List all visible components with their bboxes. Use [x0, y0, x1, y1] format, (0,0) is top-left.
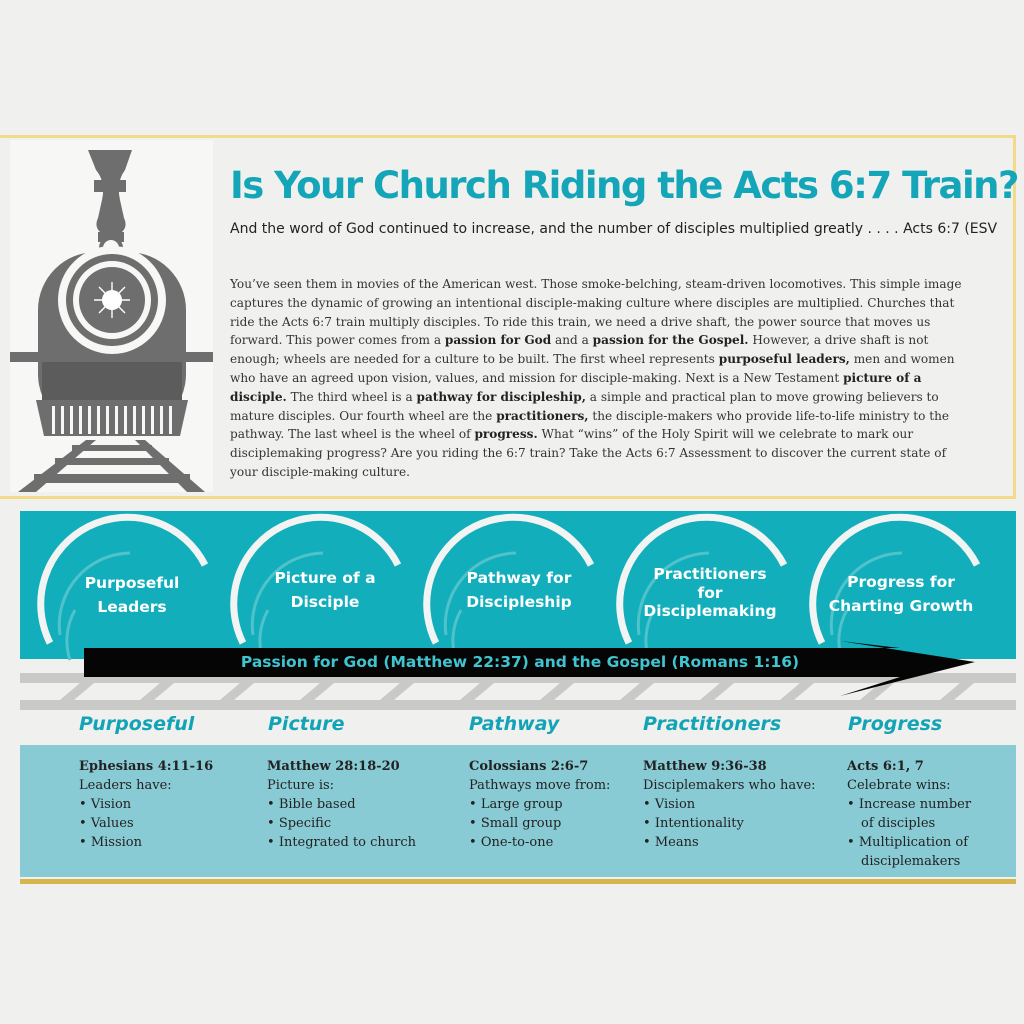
- list-item: • Increase number of disciples: [847, 795, 977, 833]
- list-item: • Intentionality: [643, 814, 833, 833]
- list-item: • Means: [643, 833, 833, 852]
- gold-rule: [20, 879, 1016, 884]
- page-title: Is Your Church Riding the Acts 6:7 Train?: [230, 164, 1018, 207]
- heading-progress: Progress: [848, 713, 943, 735]
- heading-purposeful: Purposeful: [79, 713, 195, 735]
- column-pathway: [469, 757, 639, 852]
- scripture-ref: Acts 6:1, 7: [847, 759, 924, 774]
- intro-paragraph: You’ve seen them in movies of the American west. Those smoke-belching, steam-driven locomotives. This simple image captures the dynamic of growing an intentional disciple-making culture where disciples are multiplied. Churches that ride the Acts 6:7 train multiply disciples. To ride this train, we need a drive shaft, the power source that moves us forward. This power comes from a passion for God and a passion for the Gospel. However, a drive shaft is not enough; wheels are needed for a culture to be built. The first wheel represents purposeful leaders, men and women who have an agreed upon vision, values, and mission for disciple-making. Next is a New Testament picture of a disciple. The third wheel is a pathway for discipleship, a simple and practical plan to move growing believers to mature disciples. Our fourth wheel are the practitioners, the disciple-makers who provide life-to-life ministry to the pathway. The last wheel is the wheel of progress. What “wins” of the Holy Spirit will we celebrate to mark our disciplemaking progress? Are you riding the 6:7 train? Take the Acts 6:7 Assessment to discover the current state of your disciple-making culture.: [230, 277, 962, 479]
- column-intro: Picture is:: [267, 778, 335, 793]
- scripture-ref: Colossians 2:6-7: [469, 759, 589, 774]
- list-item: • Specific: [267, 814, 457, 833]
- wheel-label-picture: Picture of a Disciple: [274, 569, 376, 611]
- verse-subtitle: And the word of God continued to increase, and the number of disciples multiplied greatly . . . . Acts 6:7 (ESV: [230, 221, 998, 237]
- column-purposeful: [79, 757, 249, 852]
- list-item: • Values: [79, 814, 249, 833]
- heading-practitioners: Practitioners: [643, 713, 782, 735]
- column-intro: Celebrate wins:: [847, 778, 951, 793]
- list-item: • Mission: [79, 833, 249, 852]
- list-item: • Small group: [469, 814, 639, 833]
- scripture-ref: Matthew 9:36-38: [643, 759, 767, 774]
- column-picture: [267, 757, 457, 852]
- scripture-ref: Ephesians 4:11-16: [79, 759, 214, 774]
- wheel-label-purposeful: Purposeful Leaders: [84, 574, 180, 616]
- column-practitioners: [643, 757, 833, 852]
- column-intro: Pathways move from:: [469, 778, 611, 793]
- column-intro: Leaders have:: [79, 778, 172, 793]
- list-item: • Vision: [643, 795, 833, 814]
- list-item: • Integrated to church: [267, 833, 457, 852]
- rail-bottom: [20, 700, 1016, 710]
- locomotive-icon: [10, 140, 213, 492]
- heading-picture: Picture: [268, 713, 345, 735]
- list-item: • Vision: [79, 795, 249, 814]
- column-intro: Disciplemakers who have:: [643, 778, 816, 793]
- rail-ties: [60, 683, 974, 700]
- scripture-ref: Matthew 28:18-20: [267, 759, 400, 774]
- heading-pathway: Pathway: [469, 713, 560, 735]
- wheel-label-progress: Progress for Charting Growth: [828, 573, 974, 615]
- drive-shaft-label: Passion for God (Matthew 22:37) and the Gospel (Romans 1:16): [240, 653, 800, 671]
- wheel-label-pathway: Pathway for Discipleship: [466, 569, 572, 611]
- locomotive-illustration: [10, 140, 213, 492]
- list-item: • Multiplication of disciplemakers: [847, 833, 977, 871]
- list-item: • One-to-one: [469, 833, 639, 852]
- list-item: • Large group: [469, 795, 639, 814]
- list-item: • Bible based: [267, 795, 457, 814]
- wheel-label-practitioners: Practitioners for Disciplemaking: [643, 565, 777, 620]
- column-progress: [847, 757, 977, 871]
